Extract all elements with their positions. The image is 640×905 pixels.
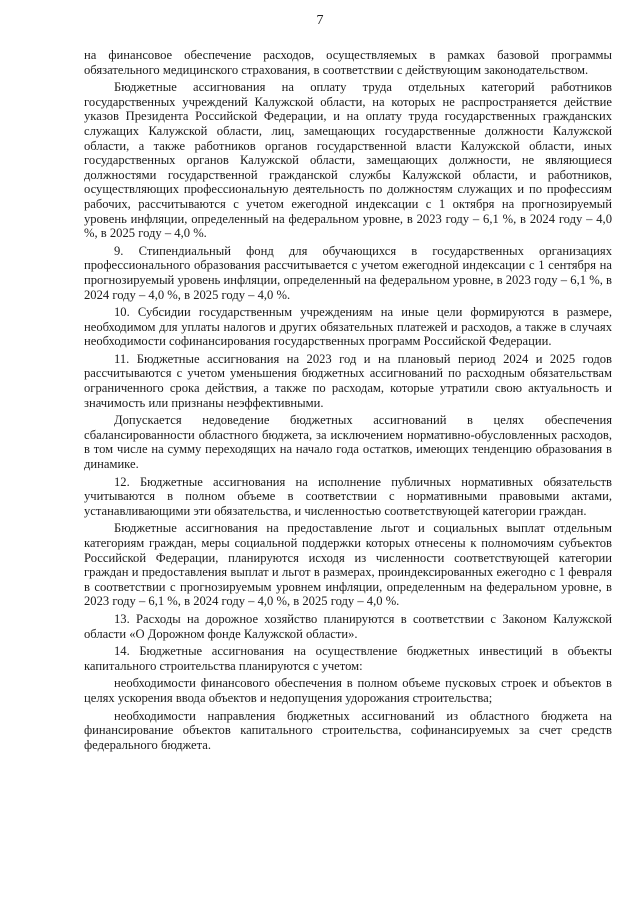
paragraph-item-14: 14. Бюджетные ассигнования на осуществление бюджетных инвестиций в объекты капитального строительства планируются с учетом:: [84, 644, 612, 673]
paragraph-item-9: 9. Стипендиальный фонд для обучающихся в государственных организациях профессионального образования рассчитывается с учетом ежегодной индексации с 1 сентября на прогнозируемый уровень инфляции, определенный на федеральном уровне, в 2023 году – 6,1 %, в 2024 году – 4,0 %, в 2025 году – 4,0 %.: [84, 243, 612, 302]
paragraph-item-13: 13. Расходы на дорожное хозяйство планируются в соответствии с Законом Калужской области «О Дорожном фонде Калужской области».: [84, 611, 612, 641]
paragraph-continuation: на финансовое обеспечение расходов, осуществляемых в рамках базовой программы обязательного медицинского страхования, в соответствии с действующим законодательством.: [84, 48, 612, 77]
paragraph-investment-condition-2: необходимости направления бюджетных ассигнований из областного бюджета на финансирование объектов капитального строительства, софинансируемых за счет средств федерального бюджета.: [84, 708, 612, 752]
document-body: [84, 48, 612, 755]
paragraph-salary-indexation: Бюджетные ассигнования на оплату труда отдельных категорий работников государственных учреждений Калужской области, на которых не распространяется действие указов Президента Российской Федерации, и на оплату труда государственных гражданских служащих Калужской области, лиц, замещающих государственные должности Калужской области, а также работников органов государственной власти Калужской области, иных государственных органов Калужской области, замещающих должности, не являющиеся должностями государственной гражданской службы Калужской области, и работников, осуществляющих профессиональную деятельность по должностям служащих и по профессиям рабочих, рассчитываются с учетом ежегодной индексации с 1 октября на прогнозируемый уровень инфляции, определенный на федеральном уровне, в 2023 году – 6,1 %, в 2024 году – 4,0 %, в 2025 году – 4,0 %.: [84, 80, 612, 241]
page-number: 7: [316, 13, 324, 28]
paragraph-investment-condition-1: необходимости финансового обеспечения в полном объеме пусковых строек и объектов в целях ускорения ввода объектов и недопущения удорожания строительства;: [84, 676, 612, 705]
paragraph-item-10: 10. Субсидии государственным учреждениям на иные цели формируются в размере, необходимом для уплаты налогов и других обязательных платежей и расходов, а также в случаях необходимости софинансирования государственных программ Российской Федерации.: [84, 305, 612, 349]
paragraph-social-benefits: Бюджетные ассигнования на предоставление льгот и социальных выплат отдельным категориям граждан, меры социальной поддержки которых отнесены к полномочиям субъектов Российской Федерации, планируются исходя из численности соответствующей категории граждан и предоставления выплат и льгот в размерах, проиндексированных ежегодно с 1 февраля в соответствии с прогнозируемым уровнем инфляции, определенным на федеральном уровне, в 2023 году – 6,1 %, в 2024 году – 4,0 %, в 2025 году – 4,0 %.: [84, 521, 612, 609]
paragraph-item-11: 11. Бюджетные ассигнования на 2023 год и на плановый период 2024 и 2025 годов рассчитываются с учетом уменьшения бюджетных ассигнований по расходным обязательствам ограниченного срока действия, а также по расходам, которые утратили свою актуальность и значимость или признаны неэффективными.: [84, 351, 612, 410]
paragraph-budget-balance: Допускается недоведение бюджетных ассигнований в целях обеспечения сбалансированности областного бюджета, за исключением нормативно-обусловленных расходов, в том числе на сумму переходящих на начало года остатков, имеющих тенденцию образования в динамике.: [84, 413, 612, 472]
paragraph-item-12: 12. Бюджетные ассигнования на исполнение публичных нормативных обязательств учитываются в полном объеме в соответствии с нормативными правовыми актами, устанавливающими эти обязательства, и численностью соответствующей категории граждан.: [84, 474, 612, 518]
